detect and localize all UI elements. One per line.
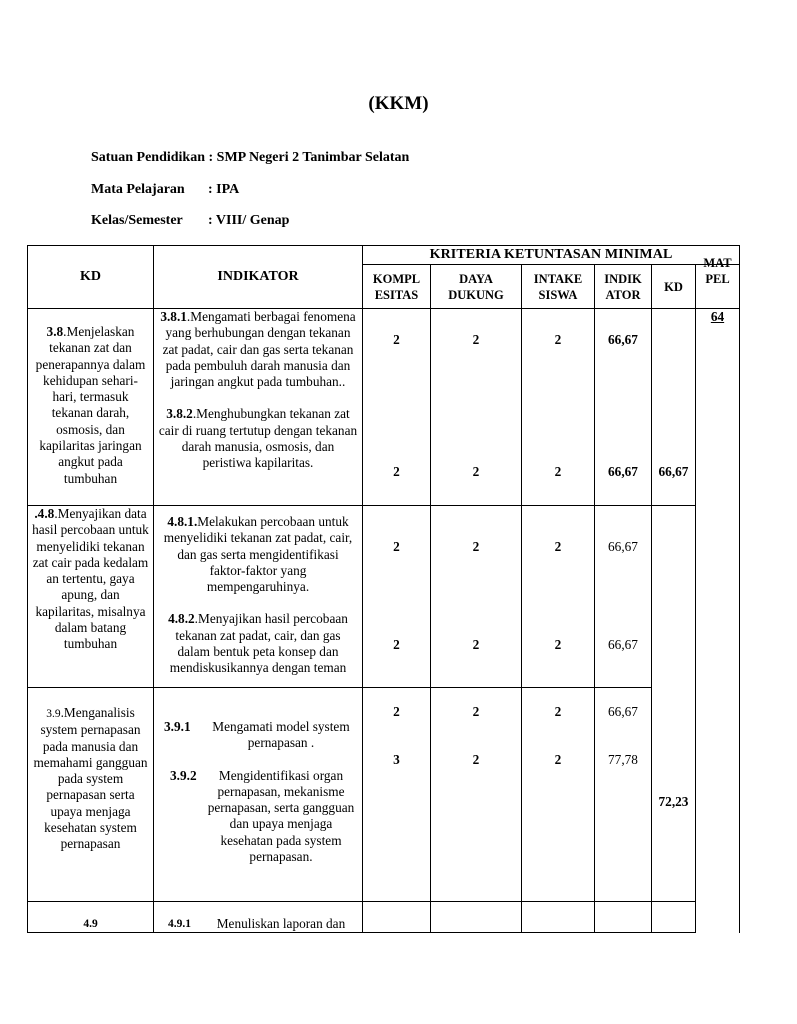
kd-cell	[28, 309, 154, 506]
kd-code: 3.9	[46, 708, 61, 720]
kd-code: .4.8	[34, 506, 55, 521]
daya-dukung-value: 2	[472, 637, 480, 652]
kd-cell	[28, 902, 154, 933]
kd-cell	[28, 506, 154, 688]
table-row	[28, 506, 740, 688]
meta-mata-pelajaran	[91, 182, 239, 198]
header-kompleksitas-line2: ESITAS	[374, 287, 419, 302]
kompleksitas-value: 2	[393, 704, 400, 719]
indicator-code: 3.8.1	[160, 309, 187, 324]
meta-value: : IPA	[208, 182, 240, 197]
daya-dukung-cell	[431, 506, 522, 688]
kkm-table	[27, 245, 740, 933]
matpel-cell	[696, 309, 740, 933]
indicator-code: 3.8.2	[166, 406, 193, 422]
header-daya-dukung-line1: DAYA	[459, 271, 493, 286]
intake-value: 2	[554, 539, 562, 554]
indicator-code: 4.8.1.	[167, 514, 198, 529]
daya-dukung-value: 2	[472, 332, 480, 347]
daya-dukung-value: 2	[472, 752, 480, 767]
intake-cell	[522, 309, 595, 506]
meta-label: Kelas/Semester	[91, 213, 183, 228]
daya-dukung-value: 2	[472, 704, 480, 719]
header-daya-dukung	[431, 265, 522, 309]
intake-value: 2	[554, 752, 562, 767]
kompleksitas-value: 2	[393, 464, 400, 479]
indikator-value: 77,78	[608, 752, 638, 767]
indicator-item	[154, 688, 362, 752]
indicator-code: 4.9.1	[168, 918, 191, 930]
kd-value-cell	[652, 902, 696, 933]
kd-value: 66,67	[658, 464, 689, 479]
indicator-code: 3.9.2	[170, 767, 197, 783]
meta-satuan-pendidikan	[91, 150, 409, 166]
indicator-code: 3.9.1	[164, 719, 191, 734]
meta-value: : VIII/ Genap	[208, 213, 290, 228]
daya-dukung-cell	[431, 309, 522, 506]
header-indikator-line2: ATOR	[605, 287, 641, 302]
kompleksitas-cell	[363, 902, 431, 933]
indicator-description: .Menyajikan hasil percobaan tekanan zat padat, cair, dan gas dalam bentuk peta konsep dan mendiskusikannya dengan teman	[169, 611, 348, 676]
indicator-cell	[154, 902, 363, 933]
indicator-item	[154, 902, 362, 932]
intake-value: 2	[554, 637, 562, 652]
header-kd: KD	[28, 246, 154, 309]
header-matpel-line1: MAT	[703, 256, 732, 270]
indicator-cell	[154, 309, 363, 506]
header-daya-dukung-line2: DUKUNG	[448, 287, 504, 302]
intake-value: 2	[554, 704, 562, 719]
table-row	[28, 309, 740, 506]
indicator-description: Menuliskan laporan dan	[216, 916, 346, 931]
intake-value: 2	[554, 464, 562, 479]
indikator-value-cell	[595, 688, 652, 902]
intake-value: 2	[554, 332, 562, 347]
daya-dukung-value: 2	[472, 539, 480, 554]
indicator-code: 4.8.2	[168, 611, 195, 627]
header-kd-value: KD	[652, 265, 696, 309]
kompleksitas-cell	[363, 506, 431, 688]
table-row	[28, 688, 740, 902]
header-intake-siswa	[522, 265, 595, 309]
indicator-cell	[154, 506, 363, 688]
indicator-description: .Mengamati berbagai fenomena yang berhubungan dengan tekanan zat padat, cair dan gas serta tekanan pada pembuluh darah manusia dan jaringan angkut pada tumbuhan..	[162, 309, 356, 390]
meta-kelas-semester	[91, 213, 289, 229]
table-row	[28, 902, 740, 933]
daya-dukung-value: 2	[472, 464, 480, 479]
header-kompleksitas	[363, 265, 431, 309]
header-intake-line1: INTAKE	[533, 271, 583, 286]
indikator-value: 66,67	[608, 332, 638, 347]
kd-value-cell	[652, 506, 696, 688]
kd-code: 4.9	[83, 918, 98, 930]
kd-description: .Menganalisis system pernapasan pada manusia dan memahami gangguan pada system pernapasan serta upaya menjaga kesehatan system pernapasan	[33, 705, 148, 852]
indikator-value: 66,67	[608, 464, 638, 479]
indikator-value: 66,67	[608, 539, 638, 554]
kompleksitas-cell	[363, 688, 431, 902]
indicator-item	[154, 506, 362, 595]
document-title: (KKM)	[368, 93, 429, 114]
header-indikator-line1: INDIK	[604, 271, 642, 286]
intake-cell	[522, 902, 595, 933]
kd-value-cell	[652, 309, 696, 506]
matpel-value: 64	[710, 309, 725, 324]
meta-value: : SMP Negeri 2 Tanimbar Selatan	[208, 150, 410, 165]
kd-cell	[28, 688, 154, 902]
indikator-value-cell	[595, 309, 652, 506]
header-matpel-line2: PEL	[705, 272, 730, 286]
kompleksitas-cell	[363, 309, 431, 506]
daya-dukung-cell	[431, 902, 522, 933]
indicator-description: Mengidentifikasi organ pernapasan, mekanisme pernapasan, serta gangguan dan upaya menjaga kesehatan pada system pernapasan.	[207, 767, 355, 865]
kd-description: .Menjelaskan tekanan zat dan penerapannya dalam kehidupan sehari-hari, termasuk tekanan darah, osmosis, dan kapilaritas jaringan angkut pada tumbuhan	[35, 324, 146, 486]
intake-cell	[522, 506, 595, 688]
header-kompleksitas-line1: KOMPL	[372, 271, 421, 286]
kd-code: 3.8	[46, 324, 64, 339]
indicator-description: Mengamati model system pernapasan .	[212, 719, 350, 751]
indicator-cell	[154, 688, 363, 902]
kd-value-cell	[652, 688, 696, 902]
indikator-value: 66,67	[608, 637, 638, 652]
kompleksitas-value: 3	[393, 752, 400, 767]
kd-description: .Menyajikan data hasil percobaan untuk menyelidiki tekanan zat cair pada kedalam an tertentu, gaya apung, dan kapilaritas, misalnya dalam batang tumbuhan	[32, 506, 149, 652]
indicator-item	[154, 309, 362, 390]
indikator-value-cell	[595, 506, 652, 688]
header-kkm: KRITERIA KETUNTASAN MINIMAL	[363, 246, 740, 265]
header-indikator-value	[595, 265, 652, 309]
kompleksitas-value: 2	[393, 332, 400, 347]
kd-value: 72,23	[658, 793, 689, 809]
indicator-item	[154, 752, 362, 866]
indicator-item	[154, 390, 362, 471]
meta-label: Mata Pelajaran	[91, 182, 185, 197]
intake-cell	[522, 688, 595, 902]
daya-dukung-cell	[431, 688, 522, 902]
header-matpel	[696, 256, 740, 309]
meta-label: Satuan Pendidikan	[91, 150, 205, 165]
indicator-description: Melakukan percobaan untuk menyelidiki tekanan zat padat, cair, dan gas serta mengidentifikasi faktor-faktor yang mempengaruhinya.	[163, 514, 353, 595]
indicator-item	[154, 595, 362, 676]
indikator-value-cell	[595, 902, 652, 933]
indikator-value: 66,67	[608, 704, 638, 719]
kompleksitas-value: 2	[393, 637, 400, 652]
indicator-description: .Menghubungkan tekanan zat cair di ruang tertutup dengan tekanan darah manusia, osmosis, dan peristiwa kapilaritas.	[158, 406, 358, 471]
kompleksitas-value: 2	[393, 539, 400, 554]
header-indikator: INDIKATOR	[154, 246, 363, 309]
header-intake-line2: SISWA	[538, 287, 578, 302]
